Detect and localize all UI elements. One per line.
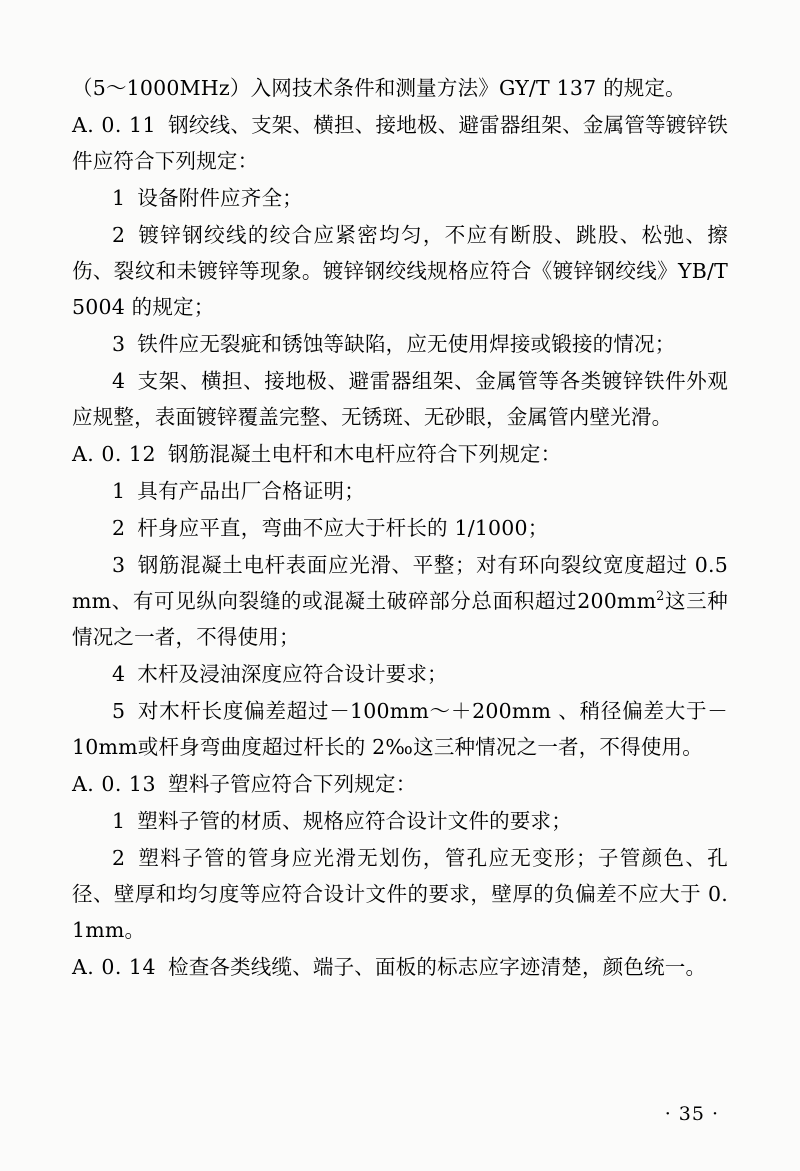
clause-text: 钢筋混凝土电杆和木电杆应符合下列规定： <box>168 442 562 466</box>
item-text-before-sup: 钢筋混凝土电杆表面应光滑、平整；对有环向裂纹宽度超过 0.5mm、有可见纵向裂缝的或混凝土破碎部分总面积超过200mm <box>72 553 728 613</box>
item-number: 1 <box>112 186 126 210</box>
paragraph-text: （5～1000MHz）入网技术条件和测量方法》GY/T 137 的规定。 <box>72 76 686 100</box>
item-number: 1 <box>112 809 126 833</box>
item-text-after-sup: 这三种情况之一者，不得使用； <box>72 589 728 649</box>
item-a-0-11-2 <box>72 217 728 325</box>
item-text: 设备附件应齐全； <box>137 186 303 210</box>
page-footer <box>658 1103 726 1125</box>
footer-dot-left: · <box>664 1103 672 1125</box>
item-text: 对木杆长度偏差超过－100mm～＋200mm 、稍径偏差大于－10mm或杆身弯曲度超过杆长的 2‰这三种情况之一者，不得使用。 <box>72 699 728 759</box>
clause-a-0-11 <box>72 107 728 179</box>
item-text: 镀锌钢绞线的绞合应紧密均匀，不应有断股、跳股、松弛、擦伤、裂纹和未镀锌等现象。镀锌钢绞线规格应符合《镀锌钢绞线》YB/T 5004 的规定； <box>72 223 728 319</box>
clause-number: A. 0. 12 <box>72 442 156 466</box>
item-a-0-11-1 <box>72 180 728 216</box>
footer-dot-right: · <box>711 1103 719 1125</box>
clause-a-0-14 <box>72 949 728 985</box>
item-text: 塑料子管的管身应光滑无划伤，管孔应无变形；子管颜色、孔径、壁厚和均匀度等应符合设计文件的要求，壁厚的负偏差不应大于 0.1mm。 <box>72 846 728 942</box>
clause-a-0-12 <box>72 436 728 472</box>
superscript-exponent: 2 <box>656 588 665 604</box>
clause-number: A. 0. 13 <box>72 772 156 796</box>
clause-text: 塑料子管应符合下列规定： <box>168 772 417 796</box>
item-a-0-13-2 <box>72 840 728 948</box>
item-a-0-12-5 <box>72 693 728 765</box>
item-a-0-12-1 <box>72 473 728 509</box>
page-body <box>72 70 728 986</box>
clause-number: A. 0. 11 <box>72 113 157 137</box>
paragraph-continuation <box>72 70 728 106</box>
clause-number: A. 0. 14 <box>72 955 156 979</box>
item-a-0-11-4 <box>72 363 728 435</box>
item-a-0-12-2 <box>72 510 728 546</box>
item-number: 2 <box>112 223 126 247</box>
item-text: 杆身应平直，弯曲不应大于杆长的 1/1000； <box>137 516 549 540</box>
item-text: 木杆及浸油深度应符合设计要求； <box>137 662 448 686</box>
item-text: 铁件应无裂疵和锈蚀等缺陷，应无使用焊接或锻接的情况； <box>137 332 676 356</box>
item-a-0-11-3 <box>72 326 728 362</box>
item-text: 塑料子管的材质、规格应符合设计文件的要求； <box>137 809 572 833</box>
item-text: 具有产品出厂合格证明； <box>137 479 365 503</box>
item-number: 2 <box>112 846 126 870</box>
item-a-0-13-1 <box>72 803 728 839</box>
item-number: 5 <box>112 699 126 723</box>
clause-a-0-13 <box>72 766 728 802</box>
item-number: 3 <box>112 332 126 356</box>
item-number: 4 <box>112 662 126 686</box>
item-number: 1 <box>112 479 126 503</box>
item-number: 2 <box>112 516 126 540</box>
clause-text: 检查各类线缆、端子、面板的标志应字迹清楚，颜色统一。 <box>168 955 707 979</box>
item-text: 支架、横担、接地极、避雷器组架、金属管等各类镀锌铁件外观应规整，表面镀锌覆盖完整、无锈斑、无砂眼，金属管内壁光滑。 <box>72 369 728 429</box>
page-number: 35 <box>678 1103 705 1125</box>
clause-text: 钢绞线、支架、横担、接地极、避雷器组架、金属管等镀锌铁件应符合下列规定： <box>72 113 728 173</box>
item-number: 3 <box>112 553 126 577</box>
item-a-0-12-3 <box>72 547 728 655</box>
item-a-0-12-4 <box>72 656 728 692</box>
item-number: 4 <box>112 369 126 393</box>
